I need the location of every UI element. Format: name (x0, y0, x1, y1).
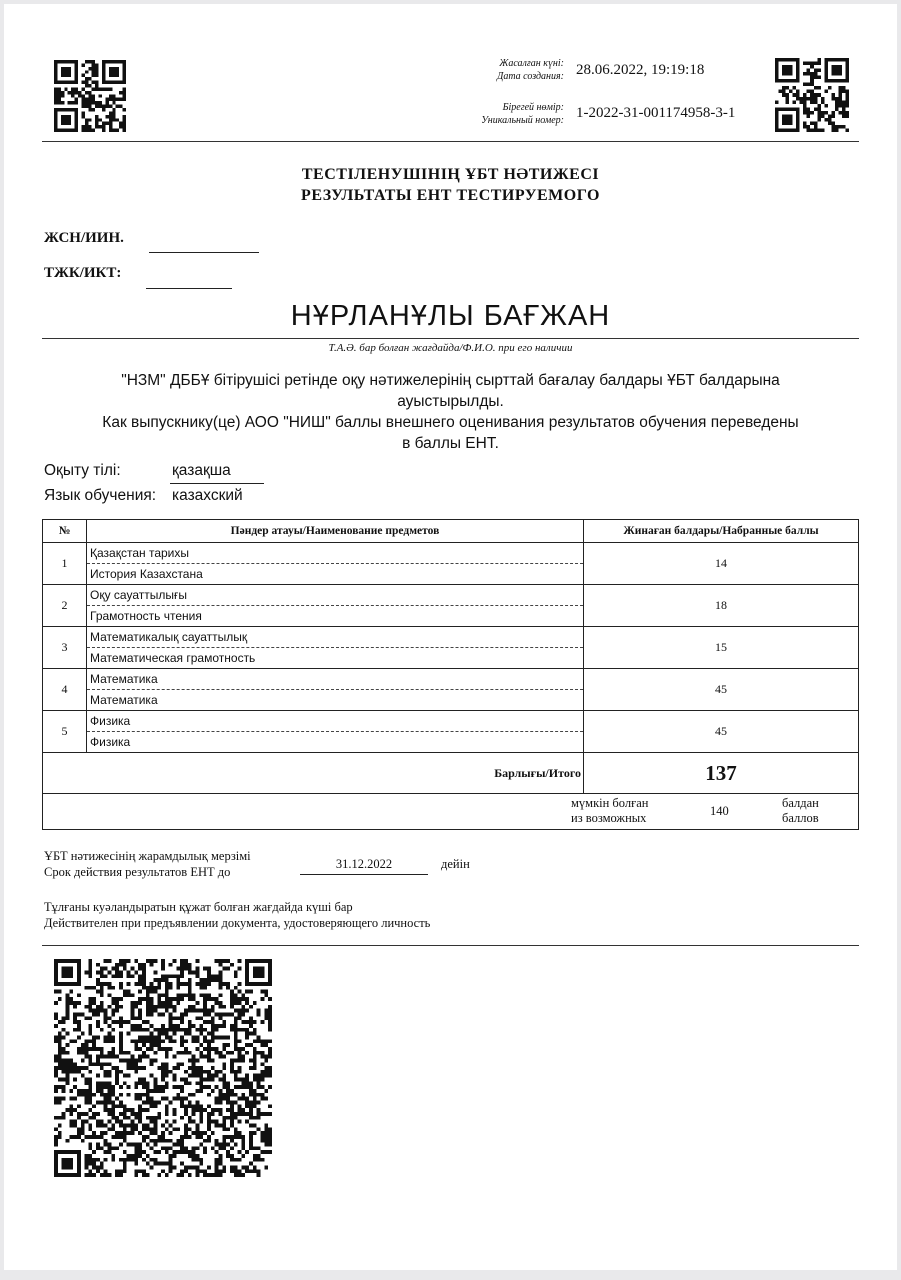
result-document (4, 4, 897, 1270)
subject-score: 18 (584, 585, 859, 627)
row-number: 3 (43, 627, 87, 669)
unique-label-kz: Бірегей нөмір: (502, 102, 564, 113)
identity-notice-ru: Действителен при предъявлении документа, удостоверяющего личность (44, 916, 431, 930)
subject-name-ru: Грамотность чтения (90, 609, 202, 623)
validity-date: 31.12.2022 (335, 857, 393, 871)
subject-name-kz: Математика (87, 669, 583, 690)
notice-kz-line1: "НЗМ" ДББҰ бітірушісі ретінде оқу нәтижелерінің сырттай бағалау балдары ҰБТ балдарына (121, 372, 780, 389)
row-number: 4 (43, 669, 87, 711)
column-header-number: № (43, 520, 87, 543)
possible-cell (43, 794, 859, 830)
subject-name-kz: Физика (87, 711, 583, 732)
subject-score: 45 (584, 711, 859, 753)
qr-code-bottom (54, 959, 272, 1177)
scores-table (42, 519, 859, 830)
unique-number-value: 1-2022-31-001174958-3-1 (576, 105, 736, 121)
subject-score: 14 (584, 543, 859, 585)
table-row (43, 627, 859, 669)
footer-divider (42, 945, 859, 946)
iin-blank-line (149, 252, 259, 253)
title-kz: ТЕСТІЛЕНУШІНІҢ ҰБТ НӘТИЖЕСІ (301, 166, 600, 183)
total-label: Барлығы/Итого (43, 753, 584, 794)
subject-cell (87, 669, 584, 711)
created-value: 28.06.2022, 19:19:18 (576, 62, 705, 78)
subject-name-ru: Физика (90, 735, 131, 749)
notice-kz-line2: ауыстырылды. (397, 393, 504, 410)
validity-label (44, 848, 251, 880)
possible-label-kz: мүмкін болған (571, 796, 649, 810)
total-value: 137 (584, 753, 859, 794)
subject-name-kz: Математикалық сауаттылық (87, 627, 583, 648)
header-divider (42, 141, 859, 142)
full-name: НҰРЛАНҰЛЫ БАҒЖАН (290, 300, 611, 332)
created-label-kz: Жасалған күні: (499, 58, 564, 69)
qr-code-top-right (775, 58, 849, 132)
possible-value: 140 (710, 804, 729, 818)
points-label-kz: балдан (782, 796, 819, 810)
subject-name-ru: Математическая грамотность (90, 651, 256, 665)
ikt-label: ТЖК/ИКТ: (44, 265, 122, 281)
validity-label-kz: ҰБТ нәтижесінің жарамдылық мерзімі (44, 849, 251, 863)
language-underline (170, 483, 264, 484)
subject-name-kz: Оқу сауаттылығы (87, 585, 583, 606)
table-row (43, 585, 859, 627)
subject-name-kz: Қазақстан тарихы (87, 543, 583, 564)
validity-label-ru: Срок действия результатов ЕНТ до (44, 865, 231, 879)
row-number: 1 (43, 543, 87, 585)
subject-score: 15 (584, 627, 859, 669)
row-number: 5 (43, 711, 87, 753)
conversion-notice (42, 370, 859, 454)
possible-label (571, 796, 648, 826)
validity-suffix: дейін (441, 857, 470, 871)
validity-date-underline (300, 874, 428, 875)
document-title (4, 164, 897, 206)
subject-cell (87, 585, 584, 627)
subject-cell (87, 627, 584, 669)
language-ru-label: Язык обучения: (44, 487, 157, 504)
total-row (43, 753, 859, 794)
identity-notice-kz: Тұлғаны куәландыратын құжат болған жағдайда күші бар (44, 900, 353, 914)
points-label (782, 796, 819, 826)
qr-code-top-left (54, 60, 126, 132)
notice-ru-line1: Как выпускнику(це) АОО "НИШ" баллы внешнего оценивания результатов обучения переведены (102, 414, 799, 431)
language-kz-label: Оқыту тілі: (44, 462, 121, 479)
table-row (43, 711, 859, 753)
subject-name-ru: Математика (90, 693, 158, 707)
column-header-score: Жинаған балдары/Набранные баллы (584, 520, 859, 543)
subject-name-ru: История Казахстана (90, 567, 203, 581)
subject-cell (87, 543, 584, 585)
table-row (43, 543, 859, 585)
subject-score: 45 (584, 669, 859, 711)
language-kz-value: қазақша (172, 462, 231, 479)
name-underline (42, 338, 859, 339)
title-ru: РЕЗУЛЬТАТЫ ЕНТ ТЕСТИРУЕМОГО (301, 187, 600, 204)
possible-row (43, 794, 859, 830)
iin-label: ЖСН/ИИН. (44, 230, 124, 246)
unique-number-label (404, 101, 564, 127)
row-number: 2 (43, 585, 87, 627)
table-header-row (43, 520, 859, 543)
column-header-subject: Пәндер атауы/Наименование предметов (87, 520, 584, 543)
ikt-blank-line (146, 288, 232, 289)
table-row (43, 669, 859, 711)
created-label-ru: Дата создания: (496, 71, 564, 82)
subject-cell (87, 711, 584, 753)
identity-notice (44, 899, 430, 931)
unique-label-ru: Уникальный номер: (481, 115, 564, 126)
created-label (404, 57, 564, 83)
language-ru-value: казахский (172, 487, 243, 504)
name-caption: Т.А.Ә. бар болған жағдайда/Ф.И.О. при его наличии (328, 342, 573, 354)
possible-label-ru: из возможных (571, 811, 647, 825)
points-label-ru: баллов (782, 811, 819, 825)
notice-ru-line2: в баллы ЕНТ. (402, 435, 499, 452)
